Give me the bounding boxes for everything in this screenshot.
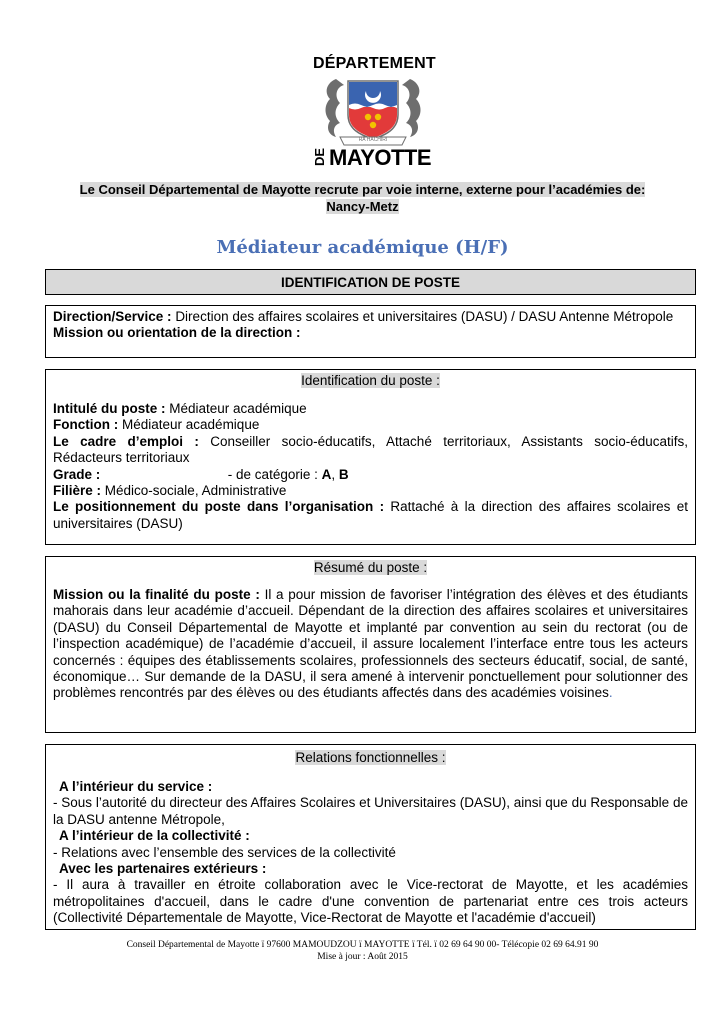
identification-box xyxy=(45,369,696,545)
mission-text: Il a pour mission de favoriser l’intégration des élèves et des étudiants mahorais dans leur académie d’accueil. Dépendant de la direction des affaires scolaires et universitaires (DASU) du Conseil Départemental de Mayotte et implanté par convention au sein du rectorat (ou de l’inspection académique) de l’académie d’accueil, il assure localement l’interface entre tous les acteurs concernés : équipes des établissements scolaires, professionnels des secteurs éducatif, social, de santé, économique… Sur demande de la DASU, il sera amené à intervenir ponctuellement pour solutionner des problèmes rencontrés par des élèves ou des étudiants affectés dans des académies voisines xyxy=(53,587,688,701)
identification-title-text: Identification du poste : xyxy=(301,373,440,388)
recruit-line-1 xyxy=(45,182,680,198)
identification-content xyxy=(53,401,688,532)
footer-update: Mise à jour : Août 2015 xyxy=(317,952,408,962)
footer-address: Conseil Départemental de Mayotte ï 97600 MAMOUDZOU ï MAYOTTE ï Tél. ï 02 69 64 90 00- Télécopie 02 69 64.91 90 xyxy=(126,940,599,950)
direction-label: Direction/Service : xyxy=(53,309,172,324)
positionnement-row xyxy=(53,499,688,532)
logo-de: DE xyxy=(312,147,327,167)
identification-title xyxy=(53,373,688,389)
identification-heading: IDENTIFICATION DE POSTE xyxy=(280,275,460,290)
recruit-line-1-text: Le Conseil Départemental de Mayotte recrute par voie interne, externe pour l’académies de: xyxy=(79,182,646,197)
grade-a: A xyxy=(321,466,332,482)
job-title: Médiateur académique (H/F) xyxy=(216,237,509,258)
identification-heading-box xyxy=(45,269,696,295)
interior-label: A l’intérieur du service : xyxy=(59,779,213,794)
grade-separator: , xyxy=(331,466,336,482)
grade-category-label: - de catégorie : xyxy=(227,466,318,482)
partners-text: - Il aura à travailler en étroite collaboration avec le Vice-rectorat de Mayotte, et les académies métropolitaines d'accueil, dans le cadre d'une convention de partenariat entre ces trois acteurs (Collectivité Départementale de Mayotte, Vice-Rectorat de Mayotte et l'académie d'accueil) xyxy=(53,877,688,926)
recruit-line-2 xyxy=(45,199,680,215)
intitule-row xyxy=(53,401,688,417)
department-logo xyxy=(312,55,436,170)
resume-box xyxy=(45,556,696,733)
mission-label: Mission ou la finalité du poste : xyxy=(53,587,260,602)
cadre-label: Le cadre d’emploi : xyxy=(53,433,199,449)
intitule-label: Intitulé du poste : xyxy=(53,401,166,416)
positionnement-value: Rattaché à la direction des affaires scolaires et universitaires (DASU) xyxy=(53,499,688,531)
fonction-row xyxy=(53,417,688,433)
grade-label: Grade : xyxy=(53,466,101,482)
mission-end: . xyxy=(608,685,613,701)
grade-b: B xyxy=(338,466,349,482)
direction-content xyxy=(53,309,688,342)
relations-title-text: Relations fonctionnelles : xyxy=(295,750,446,765)
cadre-value: Conseiller socio-éducatifs, Attaché territoriaux, Assistants socio-éducatifs, Rédacteurs territoriaux xyxy=(53,433,689,466)
interior-text: - Sous l’autorité du directeur des Affaires Scolaires et Universitaires (DASU), ainsi que du Responsable de la DASU antenne Métropole, xyxy=(53,795,688,827)
positionnement-label: Le positionnement du poste dans l’organisation : xyxy=(53,499,385,515)
filiere-value: Médico-sociale, Administrative xyxy=(104,483,287,499)
grade-row xyxy=(53,467,688,483)
logo-ribbon-text: RA HACHIRI xyxy=(358,137,388,143)
collectivite-label: A l’intérieur de la collectivité : xyxy=(59,828,250,844)
resume-content xyxy=(53,587,688,702)
relations-title xyxy=(53,750,688,766)
fonction-label: Fonction : xyxy=(53,417,119,433)
mission-orientation-label: Mission ou orientation de la direction : xyxy=(53,325,301,341)
partners-label: Avec les partenaires extérieurs : xyxy=(59,861,267,877)
recruit-line-2-text: Nancy-Metz xyxy=(326,199,399,214)
direction-box xyxy=(45,305,696,358)
relations-content xyxy=(53,779,688,927)
cadre-row xyxy=(53,434,688,467)
filiere-label: Filière : xyxy=(53,483,102,499)
filiere-row xyxy=(53,483,688,499)
collectivite-text: - Relations avec l’ensemble des services de la collectivité xyxy=(53,844,396,860)
logo-top-word: DÉPARTEMENT xyxy=(313,55,436,72)
intitule-value: Médiateur académique xyxy=(169,401,307,416)
direction-value: Direction des affaires scolaires et universitaires (DASU) / DASU Antenne Métropole xyxy=(175,309,674,324)
logo-bottom-word: MAYOTTE xyxy=(329,145,432,170)
resume-title-text: Résumé du poste : xyxy=(313,560,428,575)
relations-box xyxy=(45,744,696,930)
resume-title xyxy=(53,560,688,576)
fonction-value: Médiateur académique xyxy=(122,417,260,433)
